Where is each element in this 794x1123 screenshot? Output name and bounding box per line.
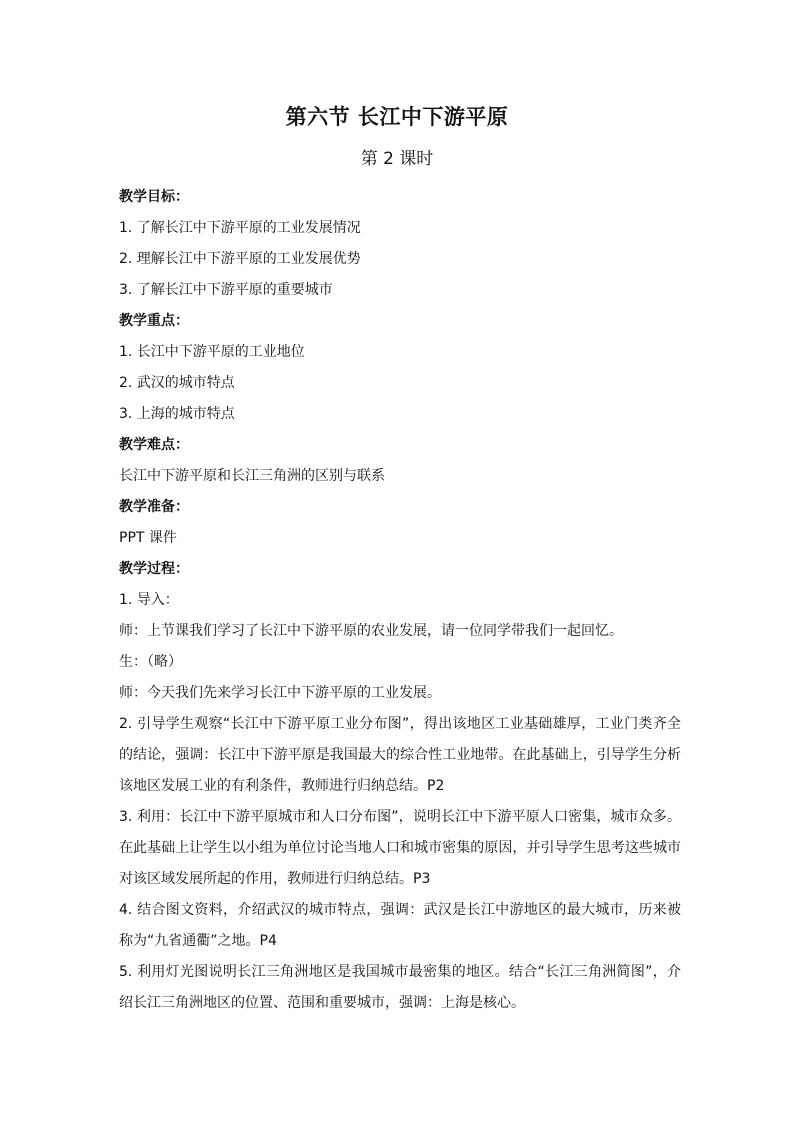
objective-item: 1. 了解长江中下游平原的工业发展情况 [119, 220, 361, 236]
process-paragraph: 师：上节课我们学习了长江中下游平原的农业发展，请一位同学带我们一起回忆。 [119, 623, 623, 639]
keypoint-item: 2. 武汉的城市特点 [119, 375, 235, 391]
keypoints-heading: 教学重点： [119, 313, 189, 329]
process-paragraph: 师：今天我们先来学习长江中下游平原的工业发展。 [119, 685, 441, 701]
objective-item: 3. 了解长江中下游平原的重要城市 [119, 282, 333, 298]
process-paragraph: 2. 引导学生观察“长江中下游平原工业分布图”，得出该地区工业基础雄厚，工业门类齐全的结论，强调：长江中下游平原是我国最大的综合性工业地带。在此基础上，引导学生分析该地区发展工业的有利条件，教师进行归纳总结。P2 [119, 716, 681, 794]
document-body [119, 182, 681, 1019]
difficulty-heading: 教学难点： [119, 437, 189, 453]
process-paragraph: 3. 利用：长江中下游平原城市和人口分布图”，说明长江中下游平原人口密集，城市众多。在此基础上让学生以小组为单位讨论当地人口和城市密集的原因，并引导学生思考这些城市对该区域发展所起的作用，教师进行归纳总结。P3 [119, 809, 681, 887]
preparation-text: PPT 课件 [119, 530, 177, 546]
objective-item: 2. 理解长江中下游平原的工业发展优势 [119, 251, 361, 267]
preparation-heading: 教学准备： [119, 499, 189, 515]
difficulty-text: 长江中下游平原和长江三角洲的区别与联系 [119, 468, 385, 484]
process-paragraph: 4. 结合图文资料，介绍武汉的城市特点，强调：武汉是长江中游地区的最大城市，历来被称为“九省通衢”之地。P4 [119, 902, 681, 949]
page-title: 第六节 长江中下游平原 [285, 105, 509, 129]
objectives-heading: 教学目标： [119, 189, 189, 205]
page-subtitle: 第 2 课时 [360, 149, 434, 169]
process-paragraph: 生：（略） [119, 654, 182, 670]
process-paragraph: 5. 利用灯光图说明长江三角洲地区是我国城市最密集的地区。结合“长江三角洲简图”，介绍长江三角洲地区的位置、范围和重要城市，强调：上海是核心。 [119, 964, 681, 1011]
process-step: 1. 导入： [119, 592, 179, 608]
keypoint-item: 1. 长江中下游平原的工业地位 [119, 344, 305, 360]
keypoint-item: 3. 上海的城市特点 [119, 406, 235, 422]
process-heading: 教学过程： [119, 561, 189, 577]
